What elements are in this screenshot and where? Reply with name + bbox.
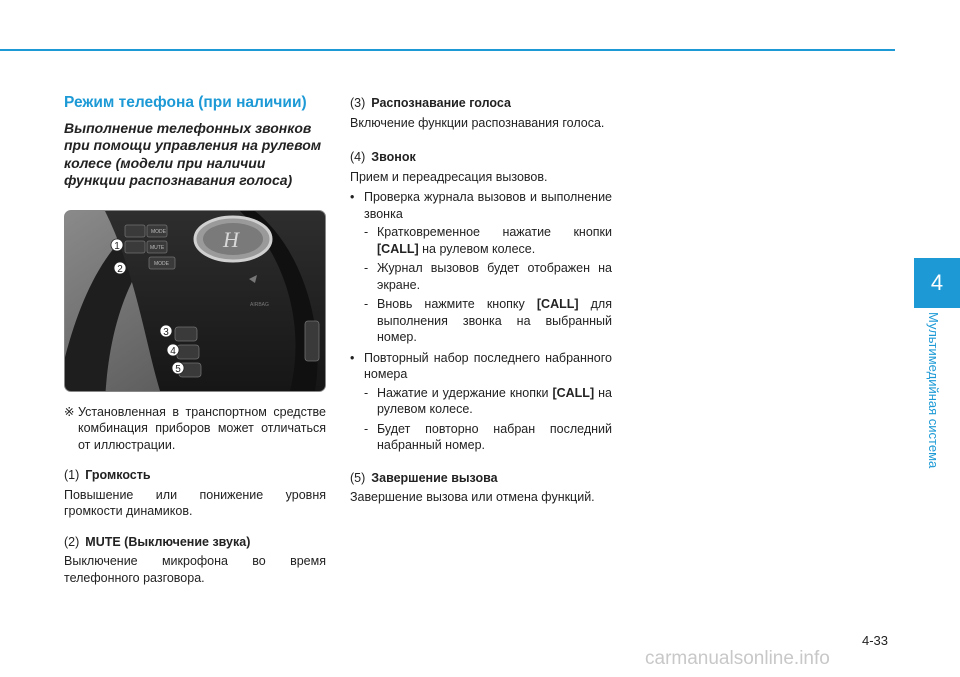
item-heading: MUTE (Выключение звука) <box>85 534 251 549</box>
page-number: 4-33 <box>862 633 889 648</box>
svg-text:1: 1 <box>114 240 120 252</box>
svg-text:H: H <box>223 226 239 252</box>
item-call: (4) Звонок Прием и переадресация вызовов. • Проверка журнала вызовов и выполнение звонка - Кратковременное нажатие кнопки [CALL] на рулевом колесе. - Журнал вызовов будет отображен на экране. - Вновь нажмите кнопку [CALL] для выполнения звонка на выбранный номер. • Повторный набор последнего набранного номера - Нажатие и удержание кнопки [CALL] на рулевом колесе. - Будет повторно набран последний набранный номер. <box>350 150 612 452</box>
sub-step: - Нажатие и удержание кнопки [CALL] на рулевом колесе. <box>364 385 612 416</box>
watermark: carmanualsonline.info <box>645 648 830 669</box>
section-title: Режим телефона (при наличии) <box>64 94 307 111</box>
left-column <box>64 95 326 600</box>
svg-text:4: 4 <box>170 345 176 357</box>
header-rule <box>0 49 895 51</box>
chapter-tab <box>914 258 960 308</box>
svg-text:AIRBAG: AIRBAG <box>250 301 269 308</box>
item-text: Завершение вызова или отмена функций. <box>350 490 595 504</box>
item-heading: Распознавание голоса <box>371 96 511 110</box>
item-voice-recognition: (3) Распознавание голоса Включение функции распознавания голоса. <box>350 95 612 131</box>
sub-step: - Кратковременное нажатие кнопки [CALL] на рулевом колесе. <box>364 225 612 256</box>
item-text: Выключение микрофона во время телефонного разговора. <box>64 554 326 585</box>
note-text: Установленная в транспортном средстве комбинация приборов может отличаться от иллюстрации. <box>78 404 326 452</box>
item-text: Включение функции распознавания голоса. <box>350 115 605 130</box>
bullet-redial: • Повторный набор последнего набранного номера <box>350 350 612 381</box>
sub-step: - Вновь нажмите кнопку [CALL] для выполнения звонка на выбранный номер. <box>364 297 612 344</box>
item-end-call: (5) Завершение вызова Завершение вызова или отмена функций. <box>350 470 612 506</box>
svg-text:3: 3 <box>163 326 169 338</box>
steering-wheel-figure <box>64 210 326 392</box>
item-mute: (2) MUTE (Выключение звука) Выключение микрофона во время телефонного разговора. <box>64 534 326 585</box>
note-mark: ※ <box>64 404 75 419</box>
item-text: Повышение или понижение уровня громкости динамиков. <box>64 487 326 518</box>
sub-step: - Будет повторно набран последний набранный номер. <box>364 421 612 452</box>
item-heading: Громкость <box>85 468 151 482</box>
svg-text:MODE: MODE <box>151 228 166 235</box>
chapter-title: Мультимедийная система <box>926 312 941 469</box>
svg-text:MUTE: MUTE <box>150 244 165 251</box>
item-heading: Завершение вызова <box>371 470 498 485</box>
svg-text:MODE: MODE <box>154 260 169 267</box>
svg-text:5: 5 <box>175 363 181 375</box>
sub-step: - Журнал вызовов будет отображен на экране. <box>364 261 612 292</box>
subsection-title: Выполнение телефонных звонков при помощи управления на рулевом колесе (модели при наличии функции распознавания голоса) <box>64 119 322 188</box>
item-heading: Звонок <box>371 150 416 164</box>
bullet-call-history: • Проверка журнала вызовов и выполнение звонка <box>350 190 612 221</box>
chapter-number: 4 <box>930 270 944 295</box>
steering-wheel-illustration <box>65 211 325 391</box>
svg-text:2: 2 <box>117 263 123 275</box>
item-volume: (1) Громкость Повышение или понижение уровня громкости динамиков. <box>64 468 326 518</box>
right-column <box>350 95 612 520</box>
item-text: Прием и переадресация вызовов. <box>350 169 548 184</box>
illustration-note <box>64 404 326 454</box>
